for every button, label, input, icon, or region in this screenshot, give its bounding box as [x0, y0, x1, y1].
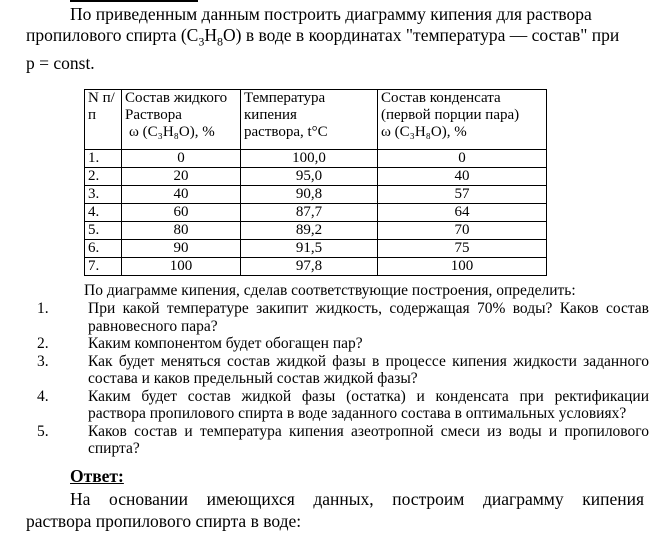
header-text: Состав жидкого [125, 90, 228, 106]
row-number-cell: 3. [85, 186, 122, 204]
question-text: Как будет меняться состав жидкой фазы в процессе кипения жидкости заданного состава и каков предельный состав жидкой фазы? [88, 352, 649, 387]
table-row [85, 150, 547, 168]
answer-text [26, 488, 644, 532]
boiling-temperature-cell: 95,0 [241, 168, 378, 186]
data-table [84, 89, 547, 276]
question-number: 1. [37, 300, 49, 317]
question-text: Каким будет состав жидкой фазы (остатка) и конденсата при ректификации раствора пропилового спирта в воде заданного состава в оптимальных условиях? [88, 387, 649, 422]
boiling-temperature-cell: 100,0 [241, 150, 378, 168]
question-item [0, 353, 663, 388]
header-temperature [241, 90, 378, 150]
question-text: При какой температуре закипит жидкость, содержащая 70% воды? Каков состав равновесного пара? [88, 300, 649, 335]
boiling-temperature-cell: 90,8 [241, 186, 378, 204]
liquid-composition-cell: 60 [122, 204, 241, 222]
header-text: ω (C₃H₈O), % [381, 124, 467, 140]
question-item [0, 423, 663, 458]
table-row [85, 258, 547, 276]
question-number: 4. [37, 387, 49, 405]
liquid-composition-cell: 90 [122, 240, 241, 258]
answer-heading: Ответ: [70, 466, 124, 486]
question-number: 5. [37, 422, 49, 440]
question-item [0, 335, 663, 353]
question-text: Каков состав и температура кипения азеотропной смеси из воды и пропилового спирта? [88, 422, 649, 457]
vapor-composition-cell: 57 [378, 186, 547, 204]
vapor-composition-cell: 70 [378, 222, 547, 240]
table-row [85, 168, 547, 186]
table-body [85, 150, 547, 276]
questions-intro: По диаграмме кипения, сделав соответствующие построения, определить: [84, 282, 576, 299]
header-text: (первой порции пара) [381, 107, 520, 123]
boiling-temperature-cell: 89,2 [241, 222, 378, 240]
boiling-temperature-cell: 91,5 [241, 240, 378, 258]
question-item [0, 388, 663, 423]
table-row [85, 204, 547, 222]
header-text: Раствора [125, 107, 182, 123]
vapor-composition-cell: 40 [378, 168, 547, 186]
header-text: кипения [244, 107, 297, 123]
header-n [85, 90, 122, 150]
task-line-1: По приведенным данным построить диаграмму кипения для раствора [70, 4, 592, 24]
row-number-cell: 4. [85, 204, 122, 222]
header-n-text: N п/п [88, 90, 115, 123]
task-line-2 [26, 25, 656, 53]
answer-line-1: На основании имеющихся данных, построим диаграмму кипения [70, 489, 644, 509]
row-number-cell: 1. [85, 150, 122, 168]
row-number-cell: 7. [85, 258, 122, 276]
header-text: ω (C₃H₈O), % [129, 124, 215, 140]
task-statement [26, 4, 656, 74]
liquid-composition-cell: 40 [122, 186, 241, 204]
table-row [85, 186, 547, 204]
questions-list [0, 300, 663, 458]
task-line-2-part: O) в воде в координатах "температура — состав" при [223, 25, 620, 45]
row-number-cell: 6. [85, 240, 122, 258]
task-line-2-part: H [204, 25, 218, 45]
top-rule [70, 0, 198, 2]
liquid-composition-cell: 0 [122, 150, 241, 168]
question-text: Каким компонентом будет обогащен пар? [88, 335, 363, 352]
vapor-composition-cell: 0 [378, 150, 547, 168]
vapor-composition-cell: 75 [378, 240, 547, 258]
question-item [0, 300, 663, 335]
question-number: 3. [37, 352, 49, 370]
boiling-temperature-cell: 97,8 [241, 258, 378, 276]
header-liquid [122, 90, 241, 150]
question-number: 2. [37, 335, 49, 352]
row-number-cell: 5. [85, 222, 122, 240]
table-header-row [85, 90, 547, 150]
liquid-composition-cell: 20 [122, 168, 241, 186]
liquid-composition-cell: 80 [122, 222, 241, 240]
header-text: раствора, t°C [244, 124, 328, 140]
boiling-temperature-cell: 87,7 [241, 204, 378, 222]
header-text: Состав конденсата [381, 90, 501, 106]
row-number-cell: 2. [85, 168, 122, 186]
task-line-2-part: пропилового спирта (C [26, 25, 199, 45]
table-row [85, 222, 547, 240]
header-vapor [378, 90, 547, 150]
vapor-composition-cell: 64 [378, 204, 547, 222]
table-row [85, 240, 547, 258]
task-line-3: p = const. [26, 52, 95, 73]
answer-line-2: раствора пропилового спирта в воде: [26, 511, 302, 531]
vapor-composition-cell: 100 [378, 258, 547, 276]
subscript: 8 [217, 34, 224, 49]
subscript: 3 [198, 34, 205, 49]
header-text: Температура [244, 90, 326, 106]
liquid-composition-cell: 100 [122, 258, 241, 276]
